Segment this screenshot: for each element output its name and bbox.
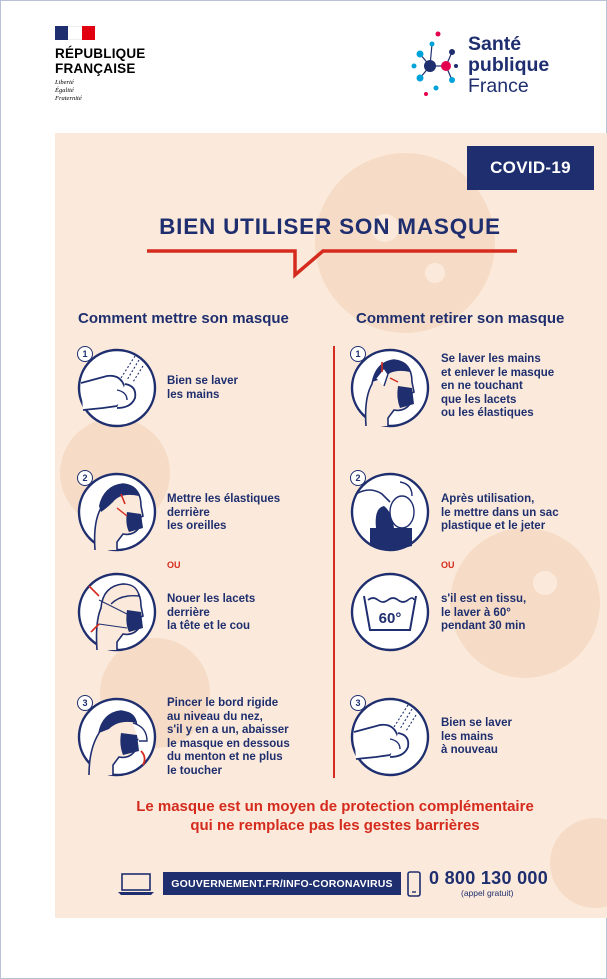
helpline-note: (appel gratuit) <box>461 888 514 898</box>
french-flag-icon <box>55 26 95 40</box>
remove-heading: Comment retirer son masque <box>356 310 565 327</box>
rf-motto-egalite: Égalité <box>55 87 74 94</box>
step-number: 2 <box>350 470 366 486</box>
step-number: 1 <box>350 346 366 362</box>
remove-step2-text: Après utilisation, le mettre dans un sac plastique et le jeter <box>441 493 559 532</box>
sante-publique-france-logo <box>410 28 570 103</box>
rf-motto-liberte: Liberté <box>55 79 74 86</box>
title-speech-underline-icon <box>145 240 520 280</box>
remove-step2-alt-text: s'il est en tissu, le laver à 60° pendant 30 min <box>441 593 527 632</box>
page-title: BIEN UTILISER SON MASQUE <box>159 214 501 239</box>
mask-laces-icon <box>77 572 157 652</box>
phone-icon <box>406 871 422 897</box>
wash-60-degrees-icon <box>350 572 430 652</box>
step-number: 3 <box>77 695 93 711</box>
spf-line2: publique <box>468 54 550 76</box>
remove-step3-text: Bien se laver les mains à nouveau <box>441 717 512 756</box>
or-label: OU <box>441 560 455 570</box>
put-on-step3-text: Pincer le bord rigide au niveau du nez, s'il y en a un, abaisser le masque en dessous du menton et ne plus le toucher <box>167 697 290 777</box>
info-coronavirus-link[interactable]: GOUVERNEMENT.FR/INFO-CORONAVIRUS <box>163 872 401 895</box>
remove-step1-text: Se laver les mains et enlever le masque en ne touchant que les lacets ou les élastiques <box>441 353 555 419</box>
spf-line3: France <box>468 75 529 97</box>
column-divider <box>333 346 335 778</box>
warning-line1: Le masque est un moyen de protection complémentaire <box>136 798 534 815</box>
put-on-heading: Comment mettre son masque <box>78 310 289 327</box>
put-on-step2-alt-text: Nouer les lacets derrière la tête et le cou <box>167 593 256 632</box>
helpline-number[interactable]: 0 800 130 000 <box>429 868 549 888</box>
laptop-icon <box>117 872 155 896</box>
warning-message <box>80 797 590 835</box>
step-number: 2 <box>77 470 93 486</box>
or-label: OU <box>167 560 181 570</box>
wash-temperature-label: 60° <box>378 610 402 627</box>
sante-publique-molecule-icon <box>410 28 468 103</box>
put-on-step2-text: Mettre les élastiques derrière les oreilles <box>167 493 281 532</box>
put-on-step1-text: Bien se laver les mains <box>167 375 238 401</box>
step-number: 3 <box>350 695 366 711</box>
rf-title-line1: RÉPUBLIQUE <box>55 46 146 61</box>
warning-line2: qui ne remplace pas les gestes barrières <box>190 817 480 834</box>
republique-francaise-logo <box>55 26 146 103</box>
covid-badge: COVID-19 <box>467 146 594 190</box>
spf-line1: Santé <box>468 33 522 55</box>
rf-title-line2: FRANÇAISE <box>55 61 136 76</box>
rf-motto-fraternite: Fraternité <box>55 95 82 102</box>
step-number: 1 <box>77 346 93 362</box>
